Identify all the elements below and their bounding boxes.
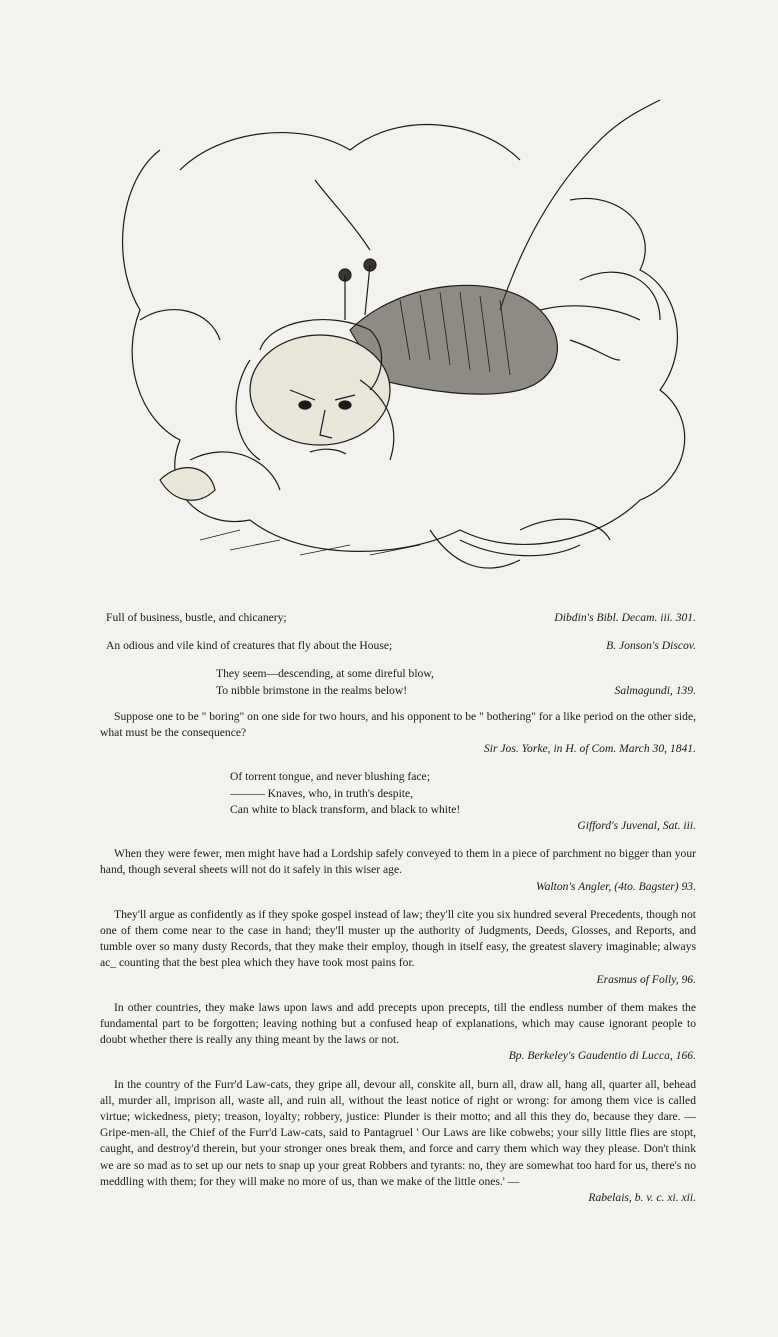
verse-source: Gifford's Juvenal, Sat. iii. bbox=[577, 819, 696, 833]
verse-line: Of torrent tongue, and never blushing face; bbox=[230, 770, 430, 784]
epigraph-source: B. Jonson's Discov. bbox=[606, 639, 696, 653]
epigraph-text: An odious and vile kind of creatures that fly about the House; bbox=[106, 639, 393, 653]
salmagundi-verse bbox=[100, 666, 696, 698]
quote-text: They'll argue as confidently as if they spoke gospel instead of law; they'll cite you six hundred several Precedents, though not one of them come near to the case in hand; they'll muster up the authority of Judgments, Deeds, Glosses, and Reports, and tumble over so many dusty Records, that they make their employ, though in itself easy, the greatest slavery imaginable; always ac_ counting that the best plea which they have took most pains for. bbox=[100, 907, 696, 970]
quote-source: Rabelais, b. v. c. xi. xii. bbox=[588, 1191, 696, 1205]
epigraph-jonson bbox=[106, 638, 696, 654]
epigraph-dibdin bbox=[106, 610, 696, 626]
yorke-quote bbox=[100, 709, 696, 758]
verse-source: Salmagundi, 139. bbox=[614, 683, 696, 697]
quote-source: Erasmus of Folly, 96. bbox=[596, 972, 696, 986]
rabelais-quote bbox=[100, 1077, 696, 1207]
walton-quote bbox=[100, 846, 696, 895]
quote-source: Sir Jos. Yorke, in H. of Com. March 30, 1841. bbox=[483, 742, 696, 756]
quote-source: Bp. Berkeley's Gaudentio di Lucca, 166. bbox=[508, 1049, 696, 1063]
epigraph-text: Full of business, bustle, and chicanery; bbox=[106, 611, 287, 624]
quote-source: Walton's Angler, (4to. Bagster) 93. bbox=[536, 879, 696, 893]
text-body bbox=[100, 610, 696, 1218]
gifford-verse bbox=[100, 769, 696, 834]
engraving-lawyer-rat-illustration bbox=[100, 60, 700, 600]
berkeley-quote bbox=[100, 1000, 696, 1065]
quote-text: Suppose one to be " boring" on one side for two hours, and his opponent to be " bothering" for a like period on the other side, what must be the consequence? bbox=[100, 709, 696, 740]
erasmus-quote bbox=[100, 907, 696, 988]
quote-text: When they were fewer, men might have had a Lordship safely conveyed to them in a piece of parchment no bigger than your hand, though several sheets will not do it safely in this wiser age. bbox=[100, 847, 696, 877]
verse-line: To nibble brimstone in the realms below! bbox=[216, 683, 408, 697]
quote-text: In other countries, they make laws upon laws and add precepts upon precepts, till the endless number of them makes the fundamental part to be forgotten; leaving nothing but a confused heap of explanations, which may cause ignorant people to doubt whether there is really any thing meant by the laws or not. bbox=[100, 1000, 696, 1047]
verse-line: ——— Knaves, who, in truth's despite, bbox=[230, 786, 414, 800]
epigraph-source: Dibdin's Bibl. Decam. iii. 301. bbox=[554, 611, 696, 624]
verse-line: They seem—descending, at some direful blow, bbox=[216, 667, 434, 681]
verse-line: Can white to black transform, and black to white! bbox=[230, 802, 461, 816]
quote-text: In the country of the Furr'd Law-cats, they gripe all, devour all, conskite all, burn all, draw all, hang all, quarter all, behead all, murder all, imprison all, waste all, and ruin all, without the least notice of right or wrong: for among them vice is called virtue; wickedness, piety; treason, loyalty; robbery, justice: Plunder is their motto; and all this they do, because they dare. —Gripe-men-all, the Chief of the Furr'd Law-cats, said to Pantagruel ' Our Laws are like cobwebs; your silly little flies are stopt, caught, and destroy'd therein, but your stronger ones break them, and force and carry them which way they please. Don't think we are so mad as to set up our nets to snap up your great Robbers and tyrants: no, they are somewhat too hard for us, there's no meddling with them; for they will make no more of us, than we make of the little ones.' — bbox=[100, 1077, 696, 1188]
